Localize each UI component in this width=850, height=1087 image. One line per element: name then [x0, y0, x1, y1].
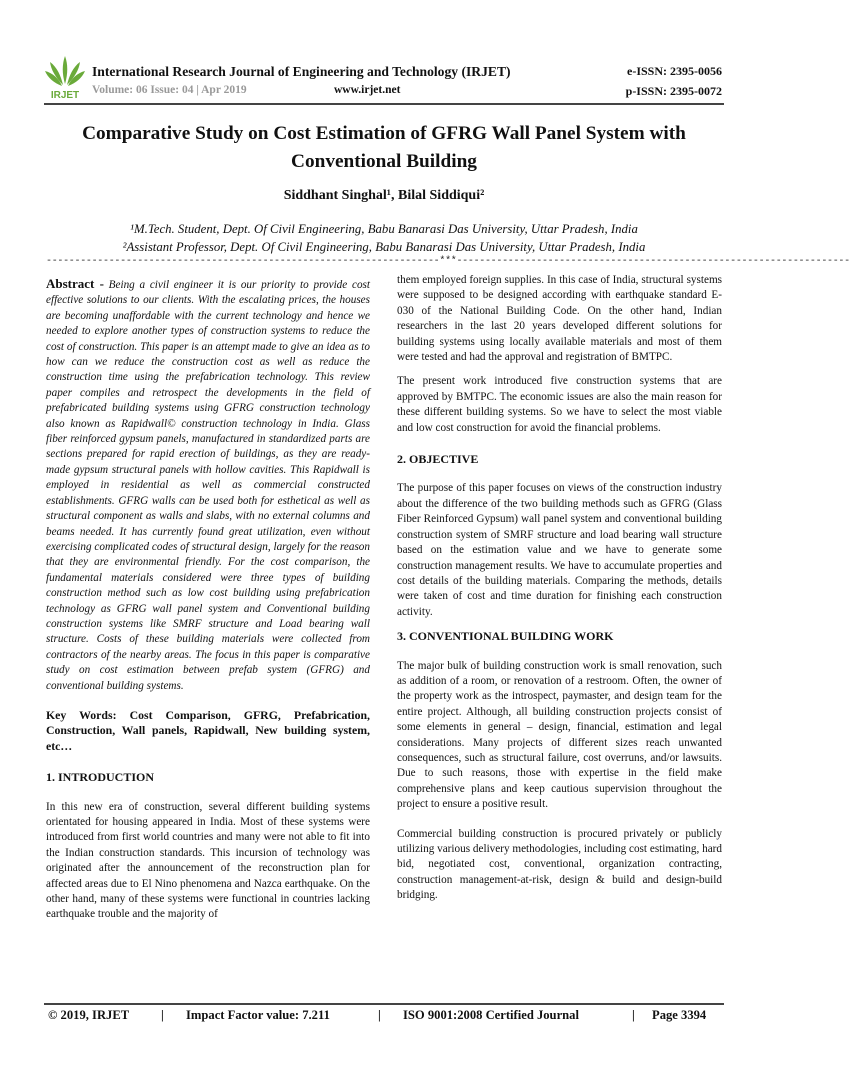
objective-paragraph: The purpose of this paper focuses on views of the construction industry about the difference of the two building methods such as GFRG (Glass Fiber Reinforced Gypsum) wall panel system and conventional building construction system of SMRF structure and load bearing wall structure based on the estimation value and we have to generate some construction management results. We have to accumulate properties and cost details of the building materials. Comparing the methods, details were taken of cost and time duration for finishing each construction activity. — [397, 482, 722, 618]
section-heading-objective: 2. OBJECTIVE — [397, 452, 479, 467]
affiliation-2: ²Assistant Professor, Dept. Of Civil Engineering, Babu Banarasi Das University, Uttar Pradesh, India — [122, 240, 646, 254]
footer-copyright: © 2019, IRJET — [48, 1008, 130, 1022]
conventional-paragraph-1: The major bulk of building construction work is small renovation, such as addition of a room, or renovation of a restroom. Often, the owner of the property work as the introspect, paymaster, and design team for the entire project. Although, all building construction projects consist of some elements in general – design, financial, estimation and legal considerations. Many projects of different sizes reach unwanted consequences, such as structural failure, cost overruns, and/or lawsuits. Due to such reasons, those with expertise in the field make comprehensive plans and keep cautious supervision throughout the project to ensure a positive result. — [397, 659, 722, 811]
footer-impact-factor: Impact Factor value: 7.211 — [186, 1008, 330, 1022]
section-separator: ---------------------------------------------------------------------***--------------------------------------------------------------------- — [46, 256, 850, 267]
footer-divider — [44, 1003, 724, 1005]
affiliation-1: ¹M.Tech. Student, Dept. Of Civil Engineering, Babu Banarasi Das University, Uttar Pradesh, India — [130, 222, 638, 236]
left-column — [46, 276, 370, 923]
header-divider — [44, 103, 724, 105]
section-heading-conventional: 3. CONVENTIONAL BUILDING WORK — [397, 629, 614, 644]
intro-paragraph-continued: them employed foreign supplies. In this case of India, structural systems were supposed to be designed according with earthquake standard E-030 of the National Building Code. On the other hand, Indian researchers in the last 20 years developed different solutions for building systems using locally available materials and most of them were tested and had the approval and registration of BMTPC. — [397, 274, 722, 364]
footer-page-number: Page 3394 — [652, 1008, 707, 1022]
keywords — [46, 708, 370, 754]
keywords-label: Key Words: — [46, 707, 117, 722]
section-heading-introduction: 1. INTRODUCTION — [46, 770, 155, 785]
logo-text: IRJET — [50, 90, 80, 101]
abstract — [46, 276, 370, 694]
journal-name: International Research Journal of Engineering and Technology (IRJET) — [92, 64, 511, 79]
paper-authors: Siddhant Singhal¹, Bilal Siddiqui² — [283, 188, 485, 203]
footer-iso: ISO 9001:2008 Certified Journal — [403, 1008, 579, 1022]
irjet-logo-icon — [44, 54, 86, 100]
intro-paragraph: In this new era of construction, several different building systems orientated for housing appeared in India. Most of these systems were introduced from first world countries and many were not able to fit into the Indian construction standards. This incursion of technology was originated after the announcement of the reconstruction plan for affected areas due to El Nino phenomena and Nazca earthquake. On the other hand, many of these systems were functional in countries lacking earthquake trouble and the majority of — [46, 800, 370, 921]
abstract-label: Abstract - — [46, 276, 104, 291]
right-column — [397, 273, 722, 904]
p-issn: p-ISSN: 2395-0072 — [625, 84, 722, 98]
intro-paragraph-2: The present work introduced five construction systems that are approved by BMTPC. The economic issues are also the main reason for these different building systems. So we have to select the most viable and low cost construction for avoid the financial problems. — [397, 375, 722, 434]
conventional-paragraph-2: Commercial building construction is procured privately or publicly utilizing various delivery methodologies, including cost estimating, hard bid, negotiated cost, conventional, organization contracting, construction management-at-risk, design & build and design-build bridging. — [397, 827, 722, 902]
journal-header — [44, 54, 724, 102]
volume-issue: Volume: 06 Issue: 04 | Apr 2019 — [92, 84, 247, 96]
footer-separator: | — [161, 1008, 164, 1022]
footer-separator: | — [632, 1008, 635, 1022]
paper-title: Comparative Study on Cost Estimation of GFRG Wall Panel System with Conventional Building — [82, 123, 686, 172]
keywords-text: Cost Comparison, GFRG, Prefabrication, Construction, Wall panels, Rapidwall, New building system, etc… — [46, 707, 370, 753]
website-link[interactable]: www.irjet.net — [334, 84, 401, 96]
e-issn: e-ISSN: 2395-0056 — [627, 64, 722, 78]
footer-separator: | — [378, 1008, 381, 1022]
abstract-text: Being a civil engineer it is our priority to provide cost effective solutions to our clients. With the escalating prices, the houses are becoming unaffordable with the current technology and hence we needed to explore another types of construction systems to reduce the cost of construction. This paper is an attempt made to give an idea as to how can we reduce the construction cost as well as reduce the construction time using the prefabrication technology. This review paper compiles and retrospect the developments in the field of prefabricated building systems using GFRG construction technology also known as Rapidwall© construction technology in India. Glass fiber reinforced gypsum panels, manufactured in standardized parts are sections prepared for rapid erection of buildings, as they are ready-made gypsum structural panels with hollow cavities. This Rapidwall is employed in residential as well as commercial constructed establishments. GFRG walls can be used both for esthetical as well as structural component as walls and slabs, with no external columns and beams needed. It has currently found great utilization, even without exercising complicated codes of structural design, largely for the reason that they are environmental friendly. For the cost comparison, the fundamental materials considered were three types of building construction method such as low cost building using prefabrication technology as GFRG wall panel system and Conventional building construction systems like SMRF structure and Load bearing wall structure. Costs of these building materials were collected from contractors of the nearby areas. The focus in this paper is comparative study on cost estimation between prefab system (GFRG) and conventional building systems. — [46, 279, 370, 692]
